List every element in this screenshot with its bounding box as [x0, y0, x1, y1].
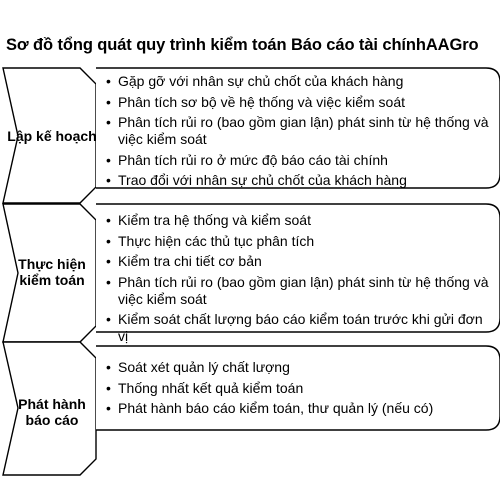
phase-3-activity-list: [106, 359, 496, 421]
phase-3-label-line-1: Phát hành: [18, 396, 86, 412]
phase-1-activity: • Phân tích rủi ro (bao gồm gian lận) phát sinh từ hệ thống và việc kiểm soát: [106, 114, 496, 148]
phase-1-activity: • Trao đổi với nhân sự chủ chốt của khách hàng: [106, 172, 496, 189]
phase-2-activity: • Phân tích rủi ro (bao gồm gian lận) phát sinh từ hệ thống và việc kiểm soát: [106, 274, 496, 308]
phase-2-activity: • Kiểm tra chi tiết cơ bản: [106, 253, 496, 270]
phase-3-label-line-2: báo cáo: [25, 412, 79, 428]
phase-1-activity: • Phân tích rủi ro ở mức độ báo cáo tài chính: [106, 152, 496, 169]
diagram-title: Sơ đồ tổng quát quy trình kiểm toán Báo cáo tài chínhAAGro: [6, 36, 479, 54]
phase-3-label: [4, 396, 100, 428]
phase-3-activity: • Soát xét quản lý chất lượng: [106, 359, 496, 376]
phase-2-label: [4, 256, 100, 288]
phase-1-label-line: Lập kế hoạch: [7, 128, 97, 144]
phase-1-activity: • Phân tích sơ bộ về hệ thống và việc kiểm soát: [106, 94, 496, 111]
phase-1-activity-list: [106, 73, 496, 193]
phase-2-activity-list: [106, 212, 496, 349]
phase-3-activity: • Thống nhất kết quả kiểm toán: [106, 380, 496, 397]
phase-3-activity: • Phát hành báo cáo kiểm toán, thư quản lý (nếu có): [106, 400, 496, 417]
phase-2-label-line-2: kiểm toán: [19, 272, 85, 288]
phase-1-activity: • Gặp gỡ với nhân sự chủ chốt của khách hàng: [106, 73, 496, 90]
phase-1-label: [4, 128, 100, 144]
phase-2-activity: • Thực hiện các thủ tục phân tích: [106, 233, 496, 250]
phase-2-activity: • Kiểm soát chất lượng báo cáo kiểm toán trước khi gửi đơn vị: [106, 311, 496, 345]
phase-2-label-line-1: Thực hiện: [18, 256, 86, 272]
phase-2-activity: • Kiểm tra hệ thống và kiểm soát: [106, 212, 496, 229]
